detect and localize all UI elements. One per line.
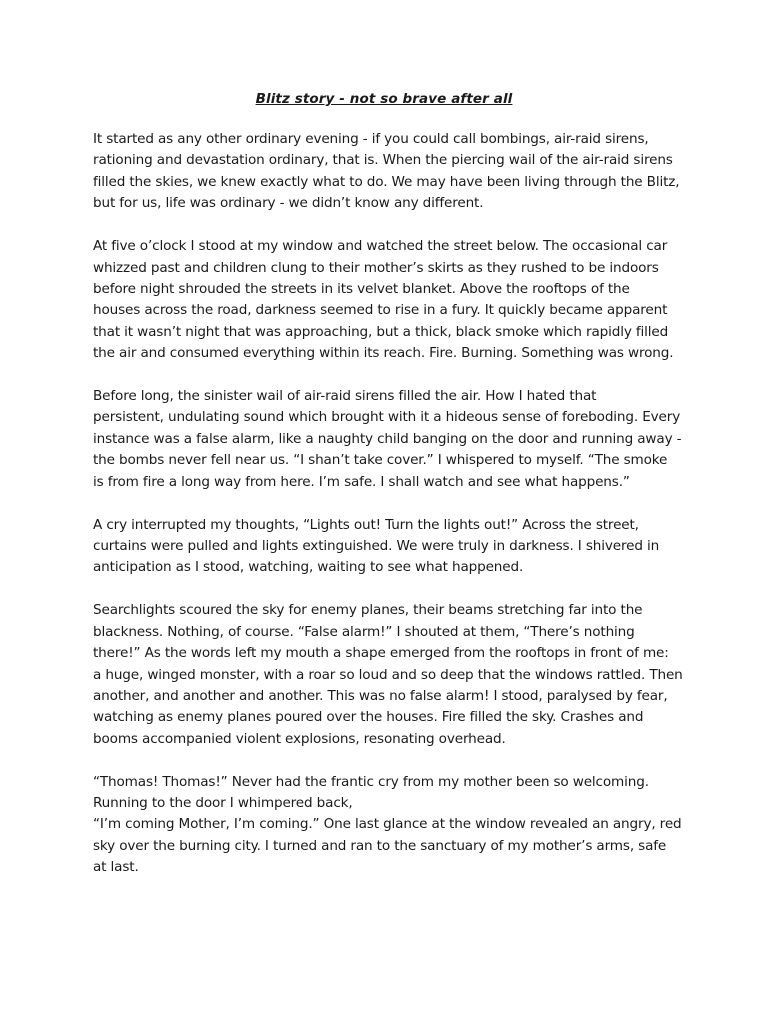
text-line: At five o’clock I stood at my window and watched the street below. The occasional car: [93, 238, 668, 255]
document-body: [93, 129, 693, 900]
text-line: persistent, undulating sound which brought with it a hideous sense of foreboding. Every: [93, 409, 681, 426]
text-line: booms accompanied violent explosions, resonating overhead.: [93, 730, 506, 747]
text-line: but for us, life was ordinary - we didn’t know any different.: [93, 195, 484, 212]
paragraph-4: [93, 515, 693, 579]
text-line: Searchlights scoured the sky for enemy planes, their beams stretching far into the: [93, 602, 643, 619]
paragraph-1: [93, 129, 693, 215]
text-line: anticipation as I stood, watching, waiting to see what happened.: [93, 559, 524, 576]
text-line: “Thomas! Thomas!” Never had the frantic cry from my mother been so welcoming.: [93, 773, 649, 790]
text-line: Before long, the sinister wail of air-raid sirens filled the air. How I hated that: [93, 388, 597, 405]
text-line: instance was a false alarm, like a naughty child banging on the door and running away -: [93, 430, 682, 447]
text-line: blackness. Nothing, of course. “False alarm!” I shouted at them, “There’s nothing: [93, 623, 635, 640]
paragraph-3: [93, 386, 693, 493]
text-line: It started as any other ordinary evening - if you could call bombings, air-raid sirens,: [93, 131, 649, 147]
text-line: houses across the road, darkness seemed to rise in a fury. It quickly became apparent: [93, 302, 668, 319]
text-line: whizzed past and children clung to their mother’s skirts as they rushed to be indoors: [93, 259, 659, 276]
text-line: at last.: [93, 859, 139, 876]
text-line: filled the skies, we knew exactly what to do. We may have been living through the Blitz,: [93, 173, 680, 190]
text-line: is from fire a long way from here. I’m safe. I shall watch and see what happens.”: [93, 473, 630, 490]
text-line: rationing and devastation ordinary, that is. When the piercing wail of the air-raid sirens: [93, 152, 673, 169]
text-line: before night shrouded the streets in its velvet blanket. Above the rooftops of the: [93, 280, 630, 297]
text-line: “I’m coming Mother, I’m coming.” One last glance at the window revealed an angry, red: [93, 816, 682, 833]
text-line: that it wasn’t night that was approaching, but a thick, black smoke which rapidly filled: [93, 323, 669, 340]
text-line: curtains were pulled and lights extinguished. We were truly in darkness. I shivered in: [93, 538, 660, 554]
paragraph-5: [93, 600, 693, 750]
paragraph-6: [93, 772, 693, 879]
text-line: Running to the door I whimpered back,: [93, 795, 353, 812]
text-line: A cry interrupted my thoughts, “Lights out! Turn the lights out!” Across the street,: [93, 516, 639, 533]
text-line: there!” As the words left my mouth a shape emerged from the rooftops in front of me:: [93, 645, 669, 662]
text-line: a huge, winged monster, with a roar so loud and so deep that the windows rattled. Then: [93, 666, 683, 683]
text-line: the bombs never fell near us. “I shan’t take cover.” I whispered to myself. “The smoke: [93, 452, 668, 469]
paragraph-2: [93, 236, 693, 364]
text-line: another, and another and another. This was no false alarm! I stood, paralysed by fear,: [93, 687, 668, 704]
document-title: Blitz story - not so brave after all: [255, 91, 513, 107]
text-line: the air and consumed everything within its reach. Fire. Burning. Something was wrong.: [93, 345, 674, 362]
text-line: watching as enemy planes poured over the houses. Fire filled the sky. Crashes and: [93, 709, 644, 726]
text-line: sky over the burning city. I turned and ran to the sanctuary of my mother’s arms, safe: [93, 837, 667, 854]
